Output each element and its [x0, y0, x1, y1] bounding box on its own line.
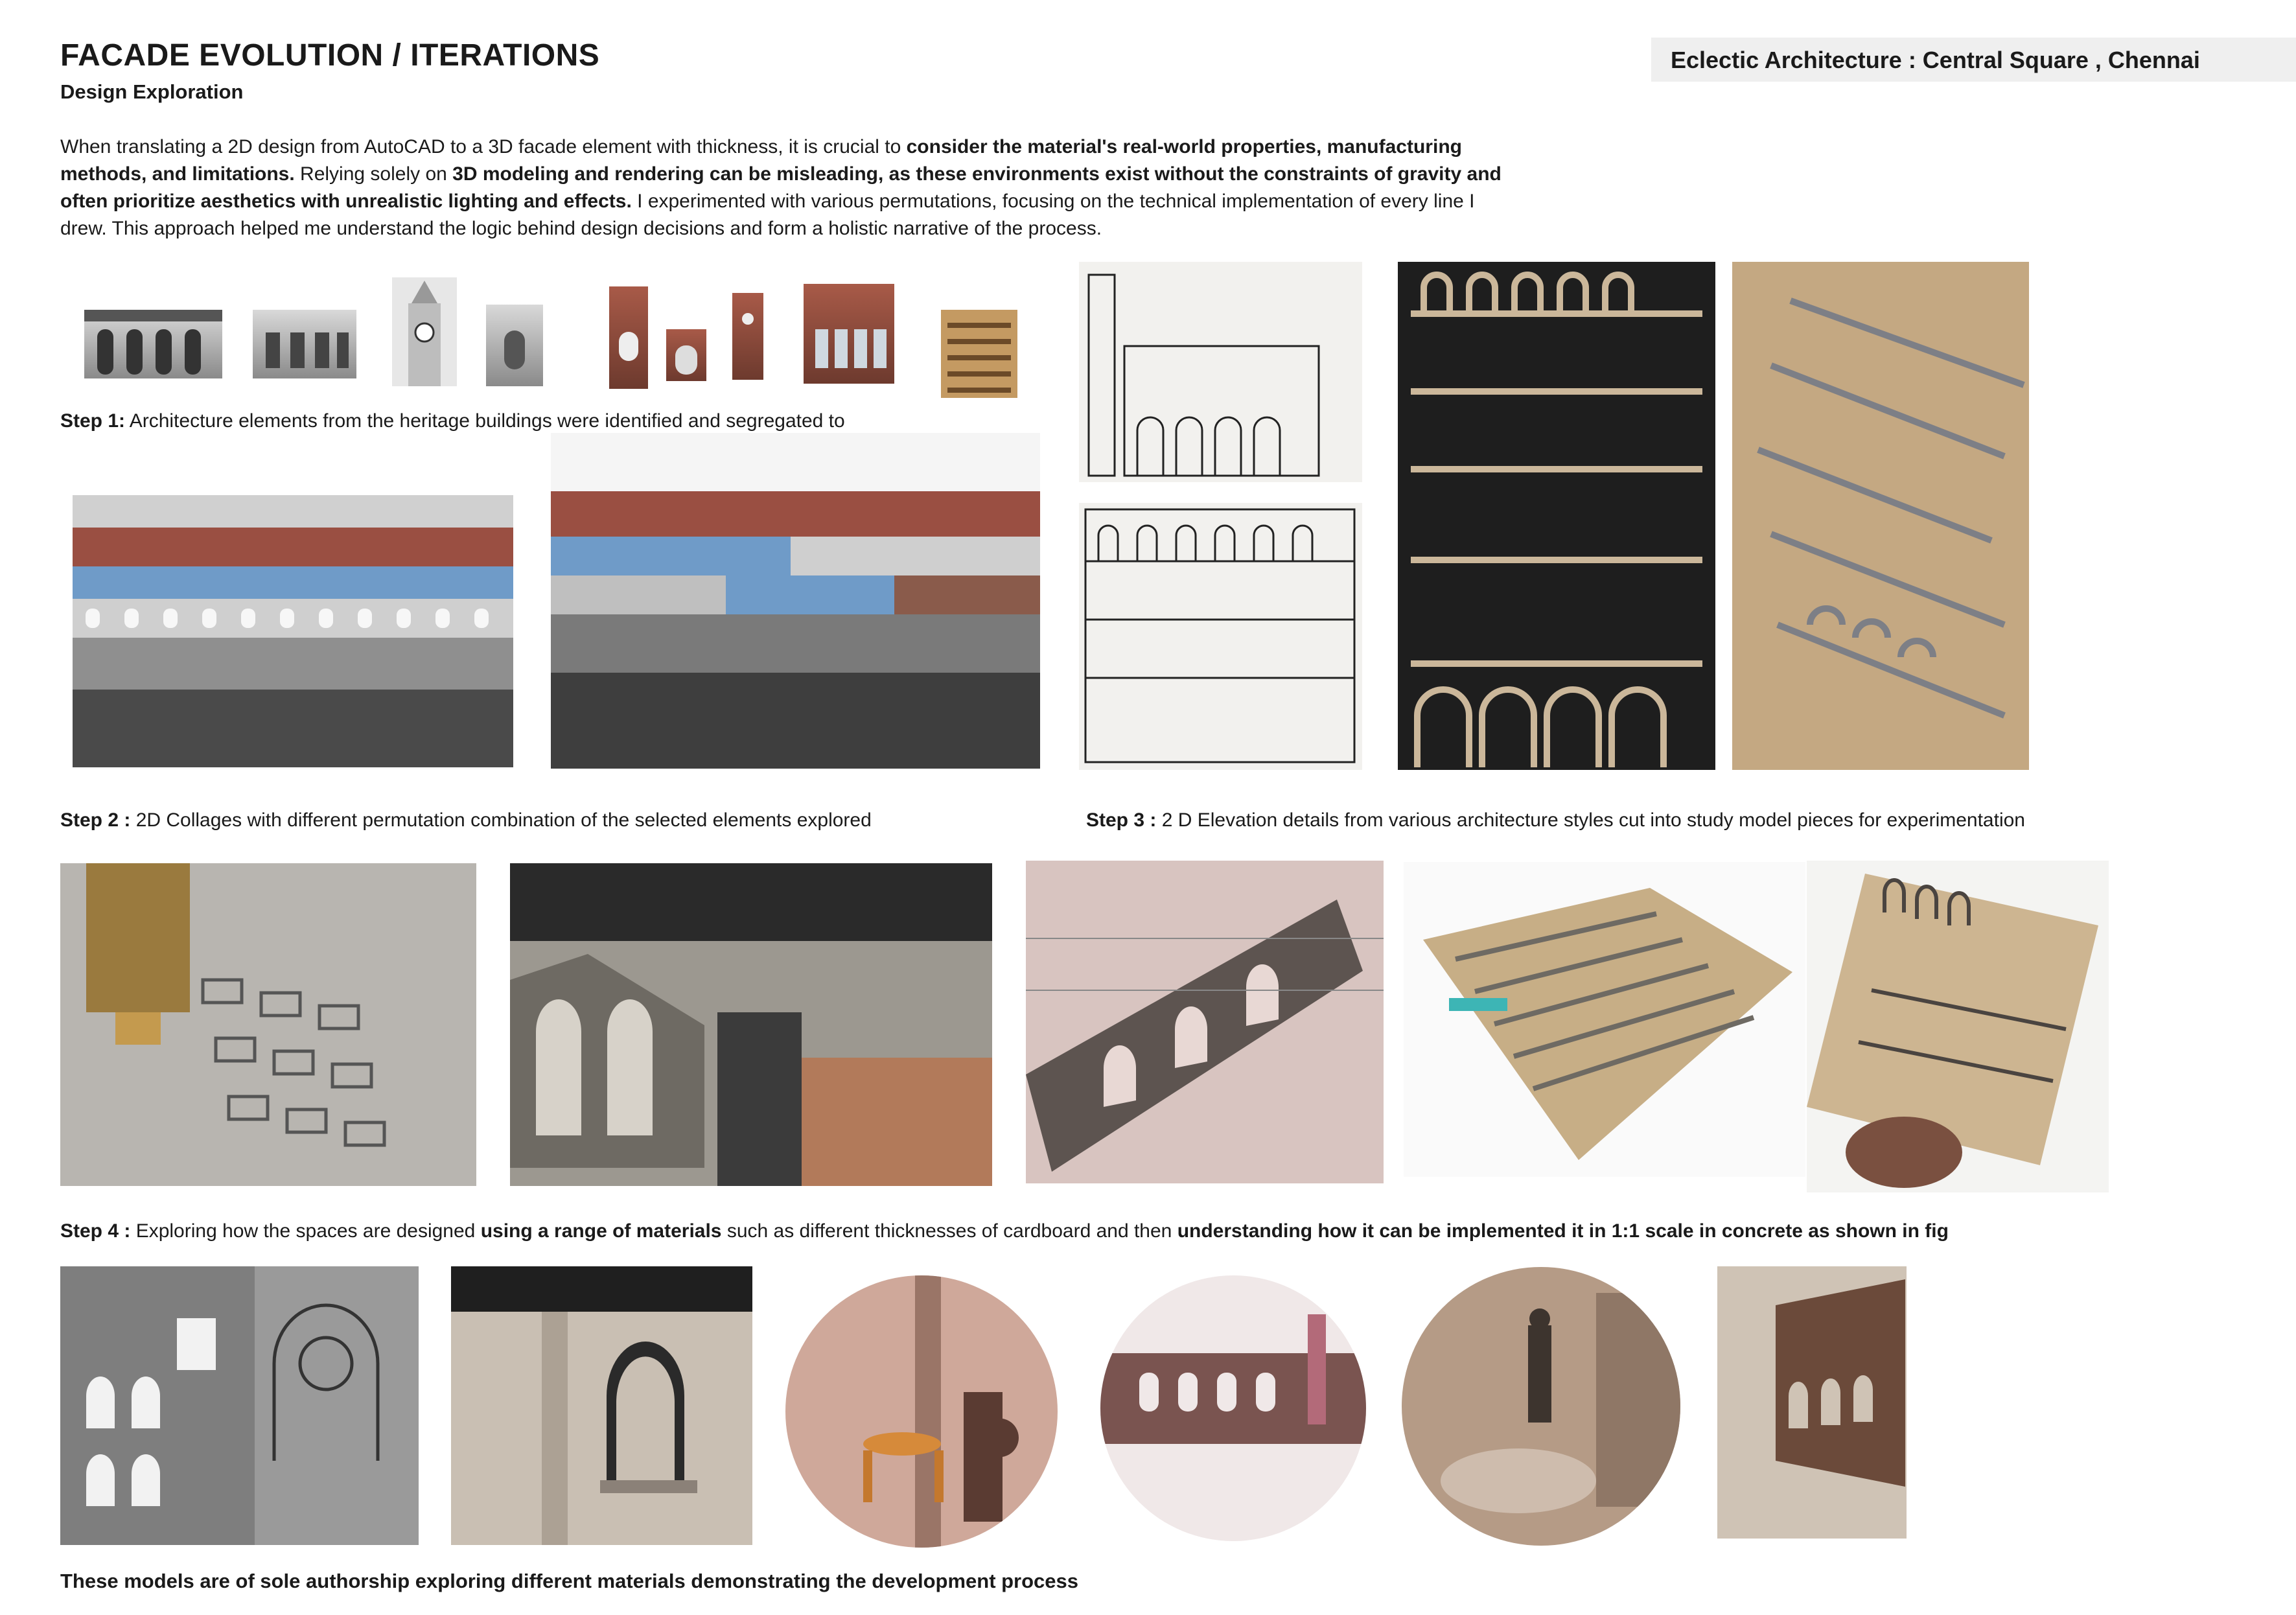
step3-text: 2 D Elevation details from various architecture styles cut into study model pieces for experimentation [1156, 809, 2025, 831]
step4-label: Step 4 : [60, 1220, 131, 1242]
arch-window-model-photo [451, 1266, 752, 1545]
heritage-element-image-2 [253, 310, 356, 378]
heritage-element-image-8 [804, 284, 894, 384]
heritage-element-image-4 [486, 305, 543, 386]
cut-pieces-photo-dark [1398, 262, 1715, 770]
step3-caption [1086, 808, 2025, 833]
heritage-element-image-5 [609, 286, 648, 389]
intro-bold-2: 3D modeling and rendering can be misleading, as these environments exist without the constraints of gravity and often prioritize aesthetics with unrealistic lighting and effects. [60, 163, 1502, 212]
step3-label: Step 3 : [1086, 809, 1157, 831]
heritage-element-image-1 [84, 310, 222, 378]
heritage-element-image-7 [732, 293, 763, 380]
intro-bold-1: consider the material's real-world properties, manufacturing methods, and limitations. [60, 136, 1462, 185]
circular-vignette-1 [785, 1275, 1058, 1548]
page-title: FACADE EVOLUTION / ITERATIONS [60, 38, 600, 73]
intro-text-1: When translating a 2D design from AutoCAD to a 3D facade element with thickness, it is crucial to [60, 136, 907, 157]
elevation-drawing-image-2 [1079, 503, 1362, 770]
collage-image-2 [551, 433, 1040, 769]
facade-model-photo [1404, 862, 1805, 1177]
collage-image-1 [73, 495, 513, 767]
step1-label: Step 1: [60, 410, 126, 432]
hand-held-model-photo [1807, 861, 2109, 1192]
arched-wall-model-photo [510, 863, 992, 1186]
arch-fragment-model-photo [1717, 1266, 1907, 1539]
step2-label: Step 2 : [60, 809, 131, 831]
step4-text-2: such as different thicknesses of cardboard and then [721, 1220, 1177, 1242]
step4-text-1: Exploring how the spaces are designed [130, 1220, 481, 1242]
gothic-window-model-photo [60, 1266, 419, 1545]
intro-text-3: I experimented with various permutations, focusing on the technical implementation of every line I drew. This approach helped me understand the logic behind design decisions and form a holistic narrative of the process. [60, 191, 1475, 239]
step4-bold-1: using a range of materials [480, 1220, 722, 1242]
circular-vignette-2 [1100, 1275, 1366, 1541]
heritage-element-image-9 [941, 310, 1017, 398]
project-tag [1651, 38, 2296, 82]
page-subtitle: Design Exploration [60, 80, 244, 103]
step2-caption [60, 808, 872, 833]
project-tag-label: Eclectic Architecture : Central Square , Chennai [1671, 47, 2200, 73]
arched-wall-closeup-photo [1026, 861, 1384, 1183]
step4-caption [60, 1218, 1949, 1244]
footer-note: These models are of sole authorship exploring different materials demonstrating the development process [60, 1570, 1079, 1592]
step4-bold-2: understanding how it can be implemented it in 1:1 scale in concrete as shown in fig [1177, 1220, 1949, 1242]
intro-text-2: Relying solely on [294, 163, 453, 185]
step1-text: Architecture elements from the heritage buildings were identified and segregated to [125, 410, 845, 432]
step2-text: 2D Collages with different permutation combination of the selected elements explored [130, 809, 872, 831]
circular-vignette-3 [1402, 1267, 1680, 1546]
heritage-element-image-6 [666, 329, 706, 381]
step1-caption [60, 408, 845, 434]
heritage-element-image-3 [392, 277, 457, 386]
elevation-drawing-image-1 [1079, 262, 1362, 482]
cut-pieces-photo-board [1732, 262, 2029, 770]
intro-paragraph [60, 134, 1505, 242]
laser-cutting-photo [60, 863, 476, 1186]
